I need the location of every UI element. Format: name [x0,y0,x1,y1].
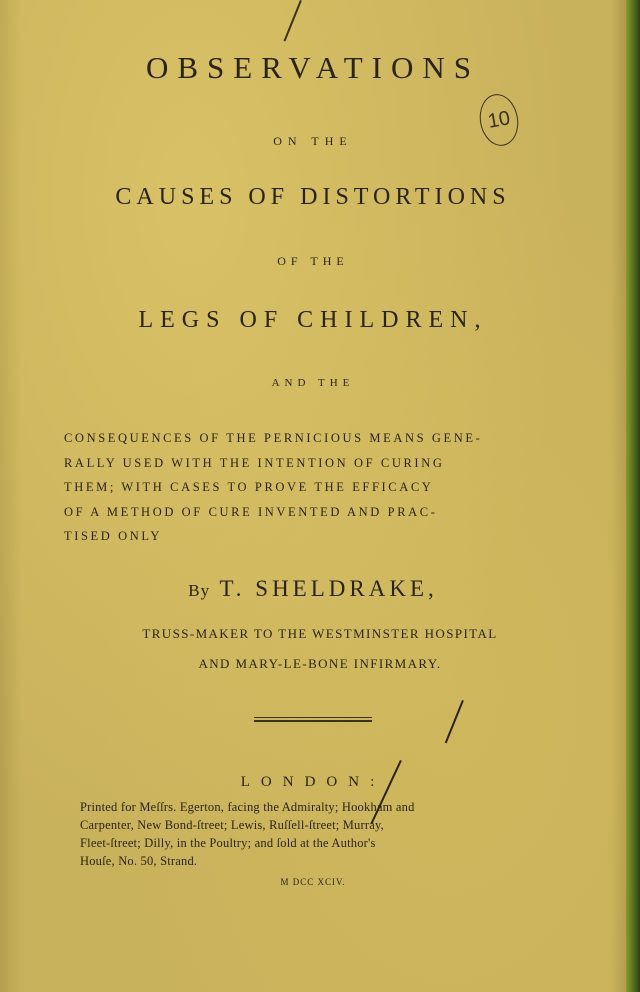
imprint-line: Carpenter, New Bond-ſtreet; Lewis, Ruſſell-ſtreet; Murray, [80,818,384,832]
title-of-the: OF THE [277,254,349,268]
imprint-place: LONDON: [240,774,386,790]
title-line-causes: CAUSES OF DISTORTIONS [115,184,511,210]
title-and-the: AND THE [271,377,355,389]
stamp-text: 10 [486,106,512,133]
pencil-mark [445,700,464,743]
book-edge [626,0,640,992]
imprint-year: M DCC XCIV. [280,877,346,887]
title-line-observations: OBSERVATIONS [145,50,481,85]
author-name: T. SHELDRAKE, [219,576,438,601]
subtitle-line: CONSEQUENCES OF THE PERNICIOUS MEANS GENE- [64,431,483,445]
pencil-mark [284,0,302,42]
author-role-line2: AND MARY-LE-BONE INFIRMARY. [198,656,442,671]
imprint-line: Houſe, No. 50, Strand. [80,854,198,868]
author-role-line1: TRUSS-MAKER TO THE WESTMINSTER HOSPITAL [142,626,498,641]
author-line [0,576,626,602]
imprint-line: Printed for Meſſrs. Egerton, facing the Admiralty; Hookham and [80,800,415,814]
divider-rule [254,717,372,718]
by-label: By [188,581,211,600]
title-line-legs: LEGS OF CHILDREN, [138,307,488,333]
subtitle-line: RALLY USED WITH THE INTENTION OF CURING [64,455,445,470]
title-on-the: ON THE [273,134,353,148]
subtitle-line: THEM; WITH CASES TO PROVE THE EFFICACY [64,480,434,494]
subtitle-line: TISED ONLY [64,529,163,543]
divider-rule-thick [254,720,372,722]
subtitle-line: OF A METHOD OF CURE INVENTED AND PRAC- [64,504,438,519]
imprint-line: Fleet-ſtreet; Dilly, in the Poultry; and ſold at the Author's [80,836,376,850]
subtitle-paragraph [64,426,564,549]
imprint-paragraph [80,798,580,870]
